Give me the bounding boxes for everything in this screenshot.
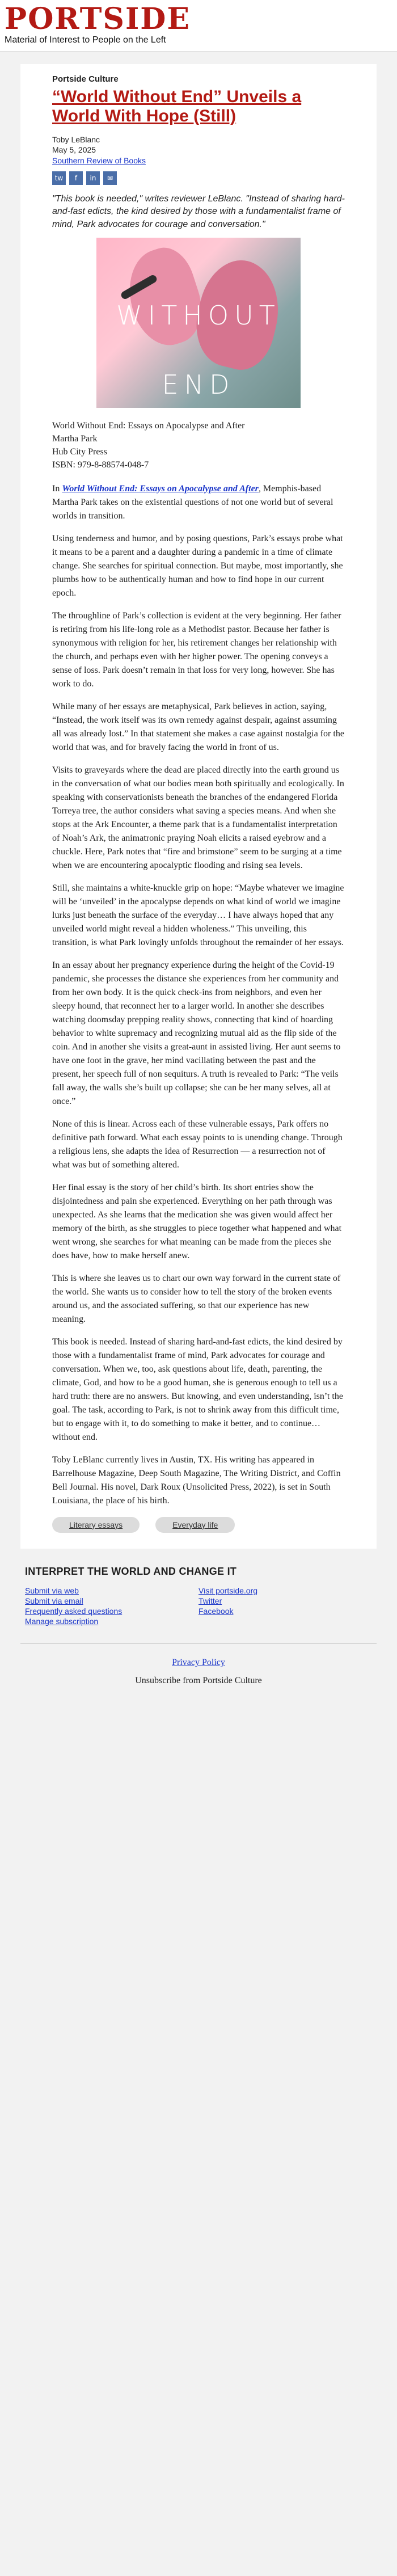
author-bio: Toby LeBlanc currently lives in Austin, TX. His writing has appeared in Barrelhouse Magazine, Deep South Magazine, The Writing District, and Coffin Bell Journal. His novel, Dark Roux (Unsolicited Press, 2022), is set in South Louisiana, the place of his birth. <box>52 1454 341 1506</box>
book-details <box>52 419 345 472</box>
body-paragraph: The throughline of Park’s collection is evident at the very beginning. Her father is retiring from his life-long role as a Methodist pastor. Because her father is synonymous with religion for her, his retirement changes her relationship with the church, and perhaps even with her higher power. The opening conveys a sense of loss. Park doesn’t remain in that loss for very long, however. She has work to do. <box>52 610 341 689</box>
portside-logo[interactable]: PORTSIDE <box>5 2 191 36</box>
lead-text: , Memphis-based Martha Park takes on the existential questions of not one world but of several worlds in transition. <box>52 483 333 521</box>
book-publisher: Hub City Press <box>52 447 107 457</box>
body-paragraph: This book is needed. Instead of sharing hard-and-fast edicts, the kind desired by those with a fundamentalist frame of mind, Park advocates for courage and conversation. When we, too, ask questions about life, death, parenting, the climate, God, and how to be a good human, she is generous enough to tell us a hard truth: there are no answers. But knowing, and even understanding, isn’t the goal. The task, according to Park, is not to shrink away from this difficult time, but to engage with it, to do something to make it better, and to continue… without end. <box>52 1337 343 1442</box>
linkedin-share-icon[interactable]: in <box>86 171 100 185</box>
cover-title-line1: WITHOUT <box>116 300 281 331</box>
masthead <box>0 0 397 52</box>
lead-text: In <box>52 483 62 494</box>
unsubscribe-text[interactable]: Unsubscribe from Portside Culture <box>135 1676 262 1686</box>
tagline: Material of Interest to People on the Left <box>5 35 166 45</box>
body-paragraph: This is where she leaves us to chart our own way forward in the current state of the world. She wants us to consider how to tell the story of the broken events around us, and the associated suffering, so that our experience has new meaning. <box>52 1273 341 1324</box>
faq-link[interactable]: Frequently asked questions <box>25 1607 123 1616</box>
book-isbn: ISBN: 979-8-88574-048-7 <box>52 460 149 470</box>
cover-title-line2: END <box>162 369 235 400</box>
footer-heading: INTERPRET THE WORLD AND CHANGE IT <box>25 1565 237 1577</box>
book-author: Martha Park <box>52 434 98 444</box>
visit-portside-link[interactable]: Visit portside.org <box>198 1586 258 1595</box>
lead-paragraph <box>52 482 345 523</box>
body-paragraph: Using tenderness and humor, and by posing questions, Park’s essays probe what it means to be a parent and a daughter during a pandemic in a time of climate change. She searches for spiritual connection. But maybe, most importantly, she plumbs how to be authentically human and how to find hope in our current epoch. <box>52 533 343 598</box>
body-paragraph: None of this is linear. Across each of these vulnerable essays, Park offers no definitive path forward. What each essay points to is unending change. Through a religious lens, she adapts the idea of Resurrection — a resurrection not of what was but of something altered. <box>52 1119 343 1170</box>
facebook-link[interactable]: Facebook <box>198 1607 234 1616</box>
facebook-share-icon[interactable]: f <box>69 171 83 185</box>
tag-list <box>52 1517 345 1533</box>
tag-everyday-life[interactable]: Everyday life <box>155 1517 235 1533</box>
twitter-link[interactable]: Twitter <box>198 1596 222 1605</box>
date: May 5, 2025 <box>52 145 96 155</box>
submit-web-link[interactable]: Submit via web <box>25 1586 79 1595</box>
footer-col-2 <box>198 1586 372 1627</box>
tag-literary-essays[interactable]: Literary essays <box>52 1517 140 1533</box>
footer <box>0 1549 397 1644</box>
twitter-share-icon[interactable]: tw <box>52 171 66 185</box>
email-share-icon[interactable]: ✉ <box>103 171 117 185</box>
bottom-bar <box>20 1643 377 1703</box>
article-card <box>20 64 377 1549</box>
manage-subscription-link[interactable]: Manage subscription <box>25 1617 99 1626</box>
book-link[interactable]: World Without End: Essays on Apocalypse and After <box>62 483 259 494</box>
section-label: Portside Culture <box>52 74 119 84</box>
body-paragraph: In an essay about her pregnancy experience during the height of the Covid-19 pandemic, she processes the distance she experiences from her community and from her own body. It is the quick check-ins from neighbors, and even her sleepy hound, that reconnect her to a larger world. In another she describes watching doomsday prepping reality shows, connecting that kind of hoarding behavior to white supremacy and recognizing mutual aid as the flip side of the coin. And in another she visits a great-aunt in assisted living. Her aunt seems to have one foot in the grave, her mind vacillating between the past and the present, her speech full of non sequiturs. A truth is revealed to Park: “The veils fall away, the walls she’s built up collapse; she can be her many selves, all at once.” <box>52 960 341 1106</box>
book-cover-image <box>96 238 301 408</box>
source-link[interactable]: Southern Review of Books <box>52 155 146 165</box>
byline <box>52 134 345 166</box>
book-title: World Without End: Essays on Apocalypse and After <box>52 420 245 431</box>
pull-quote: "This book is needed," writes reviewer LeBlanc. "Instead of sharing hard-and-fast edicts, the kind desired by those with a fundamentalist frame of mind, Park advocates for courage and conversation." <box>52 193 345 229</box>
share-bar <box>52 171 345 185</box>
body-paragraph: Her final essay is the story of her child’s birth. Its short entries show the disjointedness and pain she experienced. Everything on her path through was unexpected. As she learns that the medication she was given would affect her memory of the birth, as she struggles to piece together what happened and what went wrong, she searches for what meaning can be made from the pieces she does have, how to make herself anew. <box>52 1182 342 1260</box>
submit-email-link[interactable]: Submit via email <box>25 1596 83 1605</box>
footer-links <box>25 1586 372 1627</box>
privacy-policy-link[interactable]: Privacy Policy <box>172 1658 225 1668</box>
footer-col-1 <box>25 1586 198 1627</box>
body-paragraph: Visits to graveyards where the dead are placed directly into the earth ground us in the conversation of what our bodies mean both spiritually and ecologically. In speaking with conservationists beneath the branches of the endangered Florida Torreya tree, the author considers what saving a species means. And when she stops at the Ark Encounter, a theme park that is a fundamentalist interpretation of Noah’s Ark, the animatronic praying Noah elicits a raised eyebrow and a chuckle. Here, Park notes that “fire and brimstone” seem to be surging at a time when we are encountering apocalyptic flooding and rising sea levels. <box>52 765 344 870</box>
body-paragraph: Still, she maintains a white-knuckle grip on hope: “Maybe whatever we imagine will be ‘unveiled’ in the apocalypse depends on what kind of world we imagine lurks just beneath the surface of the everyday… I have always hoped that any unveiled world might reveal a hidden wholeness.” This unveiling, this transition, is what Park lovingly unfolds throughout the remainder of her essays. <box>52 883 344 947</box>
body-paragraph: While many of her essays are metaphysical, Park believes in action, saying, “Instead, the work itself was its own remedy against despair, against assuming all was already lost.” In that statement she makes a case against nostalgia for the world that was, and for bravely facing the world in front of us. <box>52 701 344 752</box>
author: Toby LeBlanc <box>52 135 100 145</box>
article-title[interactable]: “World Without End” Unveils a World With Hope (Still) <box>52 87 302 125</box>
